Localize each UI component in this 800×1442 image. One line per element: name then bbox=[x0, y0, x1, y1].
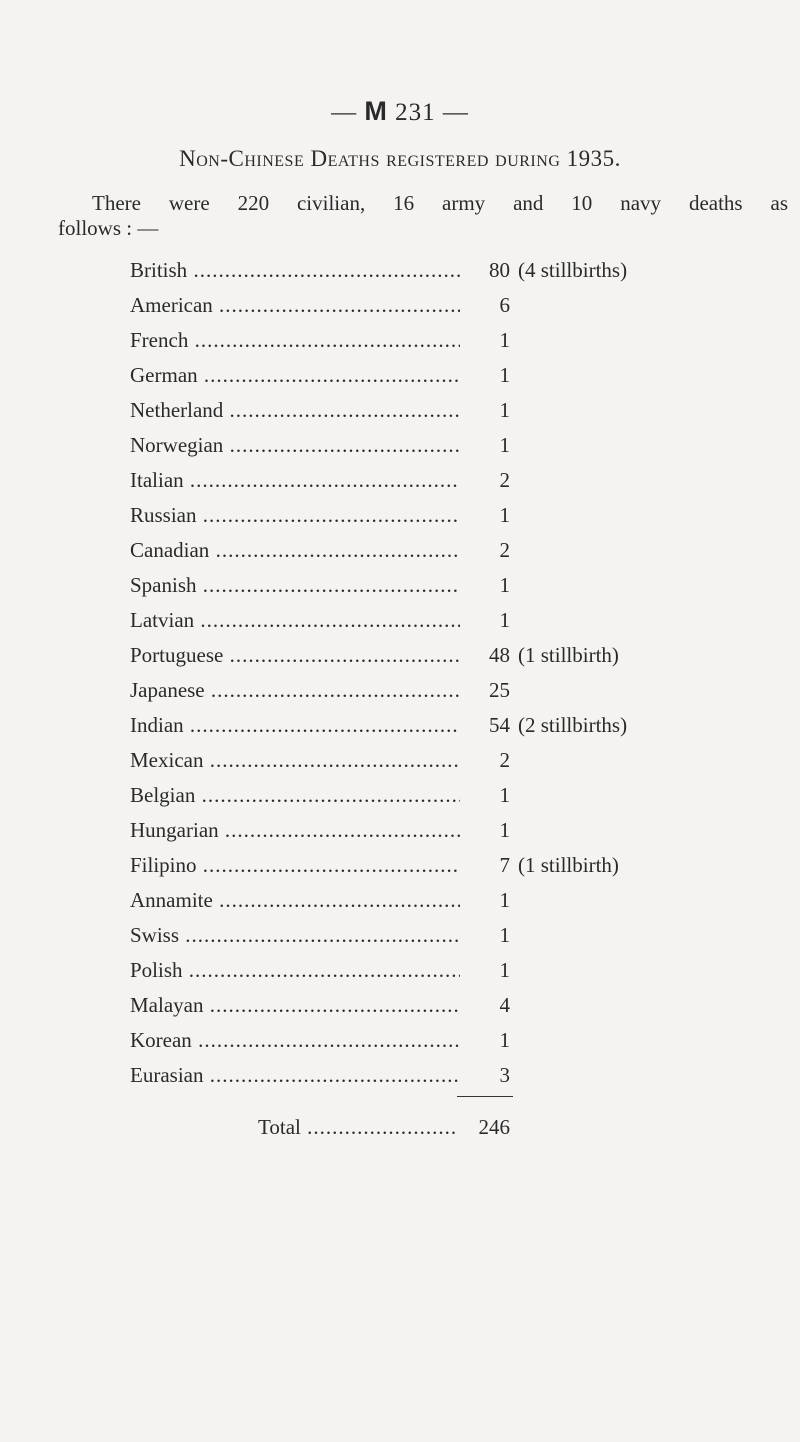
death-count: 80 bbox=[489, 258, 510, 282]
nationality-label: British ..... bbox=[130, 258, 460, 283]
list-item bbox=[0, 1028, 800, 1058]
total-label: Total ..... bbox=[258, 1115, 458, 1140]
nationality-label: Korean ..... bbox=[130, 1028, 460, 1053]
death-count: 1 bbox=[499, 923, 510, 947]
nationality-label: Spanish ..... bbox=[130, 573, 460, 598]
list-item bbox=[0, 923, 800, 953]
nationality-label: Japanese ..... bbox=[130, 678, 460, 703]
list-item bbox=[0, 468, 800, 498]
stillbirth-note: (1 stillbirth) bbox=[518, 853, 619, 877]
list-item bbox=[0, 888, 800, 918]
death-count: 54 bbox=[489, 713, 510, 737]
list-item bbox=[0, 1063, 800, 1093]
nationality-label: American ..... bbox=[130, 293, 460, 318]
list-item bbox=[0, 363, 800, 393]
nationality-label: Malayan ..... bbox=[130, 993, 460, 1018]
nationality-label: Latvian ..... bbox=[130, 608, 460, 633]
death-count: 1 bbox=[499, 433, 510, 457]
nationality-label: Hungarian ..... bbox=[130, 818, 460, 843]
nationality-label: Italian ..... bbox=[130, 468, 460, 493]
page-header bbox=[0, 96, 800, 127]
nationality-label: Belgian ..... bbox=[130, 783, 460, 808]
nationality-label: French ..... bbox=[130, 328, 460, 353]
death-count: 3 bbox=[499, 1063, 510, 1087]
list-item bbox=[0, 748, 800, 778]
list-item bbox=[0, 818, 800, 848]
list-item bbox=[0, 398, 800, 428]
death-count: 1 bbox=[499, 328, 510, 352]
list-item bbox=[0, 993, 800, 1023]
stillbirth-note: (1 stillbirth) bbox=[518, 643, 619, 667]
death-count: 1 bbox=[499, 818, 510, 842]
nationality-label: Annamite ..... bbox=[130, 888, 460, 913]
list-item bbox=[0, 958, 800, 988]
list-item bbox=[0, 643, 800, 673]
list-item bbox=[0, 538, 800, 568]
nationality-label: Swiss ..... bbox=[130, 923, 460, 948]
nationality-label: Portuguese ..... bbox=[130, 643, 460, 668]
nationality-label: Filipino ..... bbox=[130, 853, 460, 878]
list-item bbox=[0, 608, 800, 638]
death-count: 1 bbox=[499, 363, 510, 387]
intro-line-2: follows : — bbox=[58, 216, 159, 240]
list-item bbox=[0, 783, 800, 813]
death-count: 1 bbox=[499, 608, 510, 632]
stillbirth-note: (4 stillbirths) bbox=[518, 258, 628, 282]
list-item bbox=[0, 853, 800, 883]
nationality-label: Russian ..... bbox=[130, 503, 460, 528]
nationality-label: Netherland ..... bbox=[130, 398, 460, 423]
title-lead: Non-Chinese Deaths bbox=[179, 146, 380, 171]
header-left-dash: — bbox=[331, 99, 358, 126]
nationality-label: Norwegian ..... bbox=[130, 433, 460, 458]
list-item bbox=[0, 258, 800, 288]
death-count: 2 bbox=[499, 748, 510, 772]
total-divider bbox=[457, 1096, 513, 1097]
nationality-label: Mexican ..... bbox=[130, 748, 460, 773]
death-count: 6 bbox=[499, 293, 510, 317]
header-mark: M bbox=[364, 96, 388, 126]
nationality-label: Eurasian ..... bbox=[130, 1063, 460, 1088]
list-item bbox=[0, 678, 800, 708]
total-row bbox=[0, 1115, 800, 1145]
title-rest: registered during 1935. bbox=[386, 146, 621, 171]
death-count: 1 bbox=[499, 783, 510, 807]
nationality-label: Indian ..... bbox=[130, 713, 460, 738]
death-count: 4 bbox=[499, 993, 510, 1017]
list-item bbox=[0, 433, 800, 463]
death-count: 1 bbox=[499, 573, 510, 597]
death-count: 2 bbox=[499, 468, 510, 492]
intro-line-1: There were 220 civilian, 16 army and 10 navy deaths as bbox=[92, 191, 788, 215]
death-count: 7 bbox=[499, 853, 510, 877]
death-count: 2 bbox=[499, 538, 510, 562]
total-count: 246 bbox=[478, 1115, 510, 1139]
stillbirth-note: (2 stillbirths) bbox=[518, 713, 628, 737]
death-count: 1 bbox=[499, 1028, 510, 1052]
list-item bbox=[0, 328, 800, 358]
nationality-label: Polish ..... bbox=[130, 958, 460, 983]
nationality-label: German ..... bbox=[130, 363, 460, 388]
page-title bbox=[0, 146, 800, 172]
list-item bbox=[0, 713, 800, 743]
death-count: 1 bbox=[499, 888, 510, 912]
death-count: 1 bbox=[499, 398, 510, 422]
death-count: 1 bbox=[499, 503, 510, 527]
death-count: 1 bbox=[499, 958, 510, 982]
header-right-dash: — bbox=[442, 99, 469, 126]
list-item bbox=[0, 293, 800, 323]
list-item bbox=[0, 503, 800, 533]
death-count: 25 bbox=[489, 678, 510, 702]
page-number: 231 bbox=[395, 99, 436, 126]
list-item bbox=[0, 573, 800, 603]
death-count: 48 bbox=[489, 643, 510, 667]
nationality-label: Canadian ..... bbox=[130, 538, 460, 563]
